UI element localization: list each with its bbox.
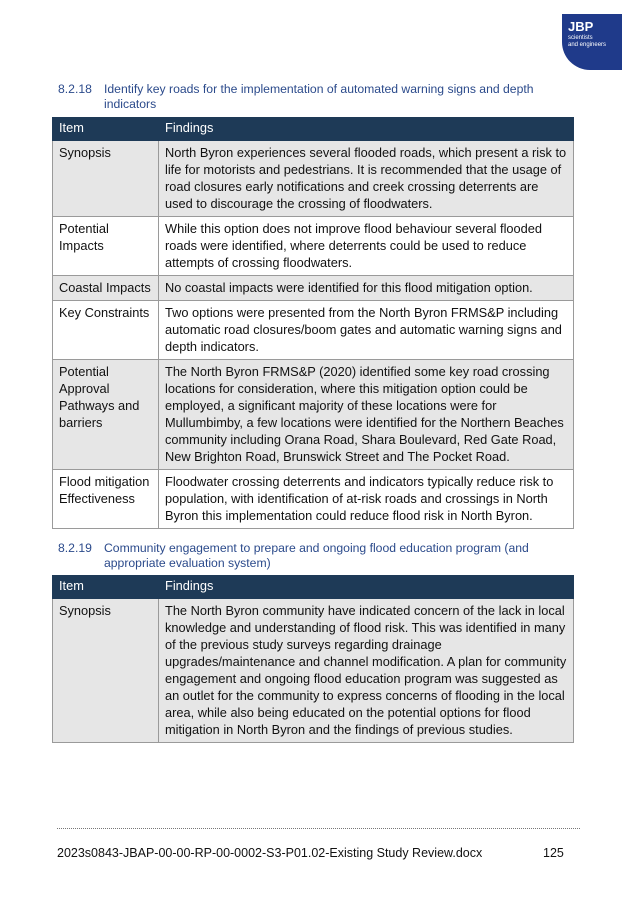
- page-number: 125: [543, 846, 564, 860]
- row-findings: Floodwater crossing deterrents and indicators typically reduce risk to population, with identification of at-risk roads and crossings in North Byron this implementation could reduce flood risk in North Byron.: [159, 470, 574, 529]
- findings-table-8-2-19: [52, 575, 574, 743]
- column-header-item: Item: [53, 576, 159, 599]
- jbp-logo: [562, 14, 622, 70]
- row-findings: The North Byron FRMS&P (2020) identified some key road crossing locations for consideration, where this mitigation option could be employed, a significant majority of these locations were for Mullumbimby, a few locations were identified for the Northern Beaches community including Orana Road, Shara Boulevard, Red Gate Road, New Brighton Road, Brunswick Street and The Pocket Road.: [159, 360, 574, 470]
- findings-table-8-2-18: [52, 117, 574, 529]
- row-item: Synopsis: [53, 141, 159, 217]
- table-row: [53, 599, 574, 743]
- column-header-findings: Findings: [159, 576, 574, 599]
- column-header-item: Item: [53, 118, 159, 141]
- section-number: 8.2.18: [58, 82, 92, 96]
- logo-line-2: and engineers: [568, 42, 607, 48]
- table-header-row: [53, 118, 574, 141]
- row-item: Potential Approval Pathways and barriers: [53, 360, 159, 470]
- row-item: Potential Impacts: [53, 217, 159, 276]
- row-item: Key Constraints: [53, 301, 159, 360]
- row-findings: North Byron experiences several flooded roads, which present a risk to life for motorists and pedestrians. It is recommended that the usage of road closures early notifications and creek crossing deterrents are used to discourage the crossing of floodwaters.: [159, 141, 574, 217]
- table-row: [53, 301, 574, 360]
- logo-brand: JBP: [568, 19, 594, 34]
- table-row: [53, 141, 574, 217]
- row-item: Synopsis: [53, 599, 159, 743]
- section-number: 8.2.19: [58, 541, 92, 555]
- logo-line-1: scientists: [568, 35, 593, 41]
- column-header-findings: Findings: [159, 118, 574, 141]
- section-heading-8-2-18: [58, 82, 578, 112]
- section-title: Community engagement to prepare and ongoing flood education program (and appropriate evaluation system): [104, 541, 529, 570]
- table-row: [53, 276, 574, 301]
- row-findings: The North Byron community have indicated concern of the lack in local knowledge and understanding of flood risk. This was identified in many of the previous study surveys regarding drainage upgrades/maintenance and channel modification. A plan for community engagement and ongoing flood education program was suggested as an outlet for the community to express concerns of flooding in the local area, while also being educated on the potential options for flood mitigation in North Byron and the findings of previous studies.: [159, 599, 574, 743]
- table-row: [53, 470, 574, 529]
- table-row: [53, 217, 574, 276]
- row-findings: No coastal impacts were identified for this flood mitigation option.: [159, 276, 574, 301]
- row-item: Flood mitigation Effectiveness: [53, 470, 159, 529]
- row-findings: While this option does not improve flood behaviour several flooded roads were identified, where deterrents could be used to reduce attempts of crossing floodwaters.: [159, 217, 574, 276]
- footer-document-reference: 2023s0843-JBAP-00-00-RP-00-0002-S3-P01.02-Existing Study Review.docx: [57, 846, 483, 860]
- table-row: [53, 360, 574, 470]
- section-title: Identify key roads for the implementation of automated warning signs and depth indicators: [104, 82, 534, 111]
- table-header-row: [53, 576, 574, 599]
- row-item: Coastal Impacts: [53, 276, 159, 301]
- footer-divider: [57, 828, 580, 829]
- section-heading-8-2-19: [58, 541, 578, 571]
- row-findings: Two options were presented from the North Byron FRMS&P including automatic road closures/boom gates and automatic warning signs and depth indicators.: [159, 301, 574, 360]
